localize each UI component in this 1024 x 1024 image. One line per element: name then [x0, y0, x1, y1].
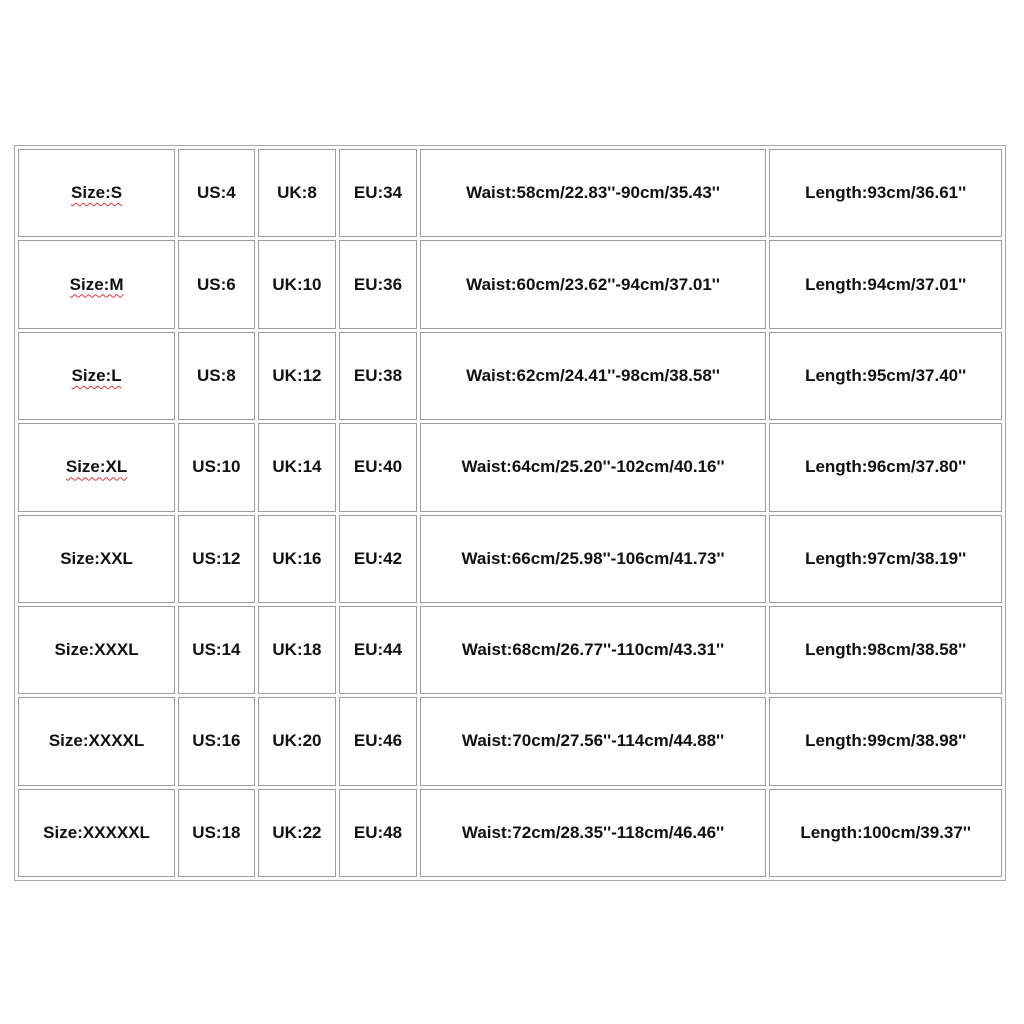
- eu-size-cell: EU:40: [339, 423, 417, 511]
- table-row: [18, 149, 1002, 237]
- size-label: Size:XXXXXL: [43, 822, 150, 842]
- us-size-cell: US:12: [178, 515, 255, 603]
- size-label: Size:L: [71, 365, 122, 385]
- size-cell: [18, 332, 175, 420]
- us-size-cell: US:6: [178, 240, 255, 328]
- uk-size-cell: UK:10: [258, 240, 337, 328]
- eu-size-cell: EU:36: [339, 240, 417, 328]
- length-cell: Length:97cm/38.19'': [769, 515, 1002, 603]
- size-cell: [18, 606, 175, 694]
- table-row: [18, 697, 1002, 785]
- waist-cell: Waist:64cm/25.20''-102cm/40.16'': [420, 423, 767, 511]
- size-label: Size:S: [71, 183, 123, 203]
- waist-cell: Waist:66cm/25.98''-106cm/41.73'': [420, 515, 767, 603]
- table-row: [18, 515, 1002, 603]
- eu-size-cell: EU:34: [339, 149, 417, 237]
- length-cell: Length:99cm/38.98'': [769, 697, 1002, 785]
- length-cell: Length:98cm/38.58'': [769, 606, 1002, 694]
- waist-cell: Waist:68cm/26.77''-110cm/43.31'': [420, 606, 767, 694]
- size-chart-table: [14, 145, 1006, 881]
- table-row: [18, 789, 1002, 877]
- uk-size-cell: UK:12: [258, 332, 337, 420]
- length-cell: Length:100cm/39.37'': [769, 789, 1002, 877]
- length-cell: Length:93cm/36.61'': [769, 149, 1002, 237]
- us-size-cell: US:14: [178, 606, 255, 694]
- table-row: [18, 240, 1002, 328]
- size-cell: [18, 149, 175, 237]
- table-row: [18, 332, 1002, 420]
- waist-cell: Waist:60cm/23.62''-94cm/37.01'': [420, 240, 767, 328]
- size-cell: [18, 697, 175, 785]
- eu-size-cell: EU:42: [339, 515, 417, 603]
- size-cell: [18, 789, 175, 877]
- uk-size-cell: UK:8: [258, 149, 337, 237]
- size-cell: [18, 240, 175, 328]
- waist-cell: Waist:62cm/24.41''-98cm/38.58'': [420, 332, 767, 420]
- us-size-cell: US:10: [178, 423, 255, 511]
- eu-size-cell: EU:48: [339, 789, 417, 877]
- length-cell: Length:95cm/37.40'': [769, 332, 1002, 420]
- size-label: Size:XL: [65, 457, 128, 477]
- eu-size-cell: EU:44: [339, 606, 417, 694]
- size-cell: [18, 515, 175, 603]
- length-cell: Length:94cm/37.01'': [769, 240, 1002, 328]
- eu-size-cell: EU:38: [339, 332, 417, 420]
- table-row: [18, 606, 1002, 694]
- us-size-cell: US:4: [178, 149, 255, 237]
- us-size-cell: US:18: [178, 789, 255, 877]
- size-label: Size:XXXL: [54, 640, 139, 660]
- waist-cell: Waist:72cm/28.35''-118cm/46.46'': [420, 789, 767, 877]
- uk-size-cell: UK:22: [258, 789, 337, 877]
- size-label: Size:XXXXL: [48, 731, 145, 751]
- uk-size-cell: UK:16: [258, 515, 337, 603]
- uk-size-cell: UK:18: [258, 606, 337, 694]
- us-size-cell: US:16: [178, 697, 255, 785]
- table-row: [18, 423, 1002, 511]
- us-size-cell: US:8: [178, 332, 255, 420]
- size-cell: [18, 423, 175, 511]
- size-label: Size:M: [69, 274, 124, 294]
- size-label: Size:XXL: [60, 548, 133, 568]
- length-cell: Length:96cm/37.80'': [769, 423, 1002, 511]
- eu-size-cell: EU:46: [339, 697, 417, 785]
- waist-cell: Waist:70cm/27.56''-114cm/44.88'': [420, 697, 767, 785]
- size-chart-body: [18, 149, 1002, 877]
- waist-cell: Waist:58cm/22.83''-90cm/35.43'': [420, 149, 767, 237]
- uk-size-cell: UK:20: [258, 697, 337, 785]
- uk-size-cell: UK:14: [258, 423, 337, 511]
